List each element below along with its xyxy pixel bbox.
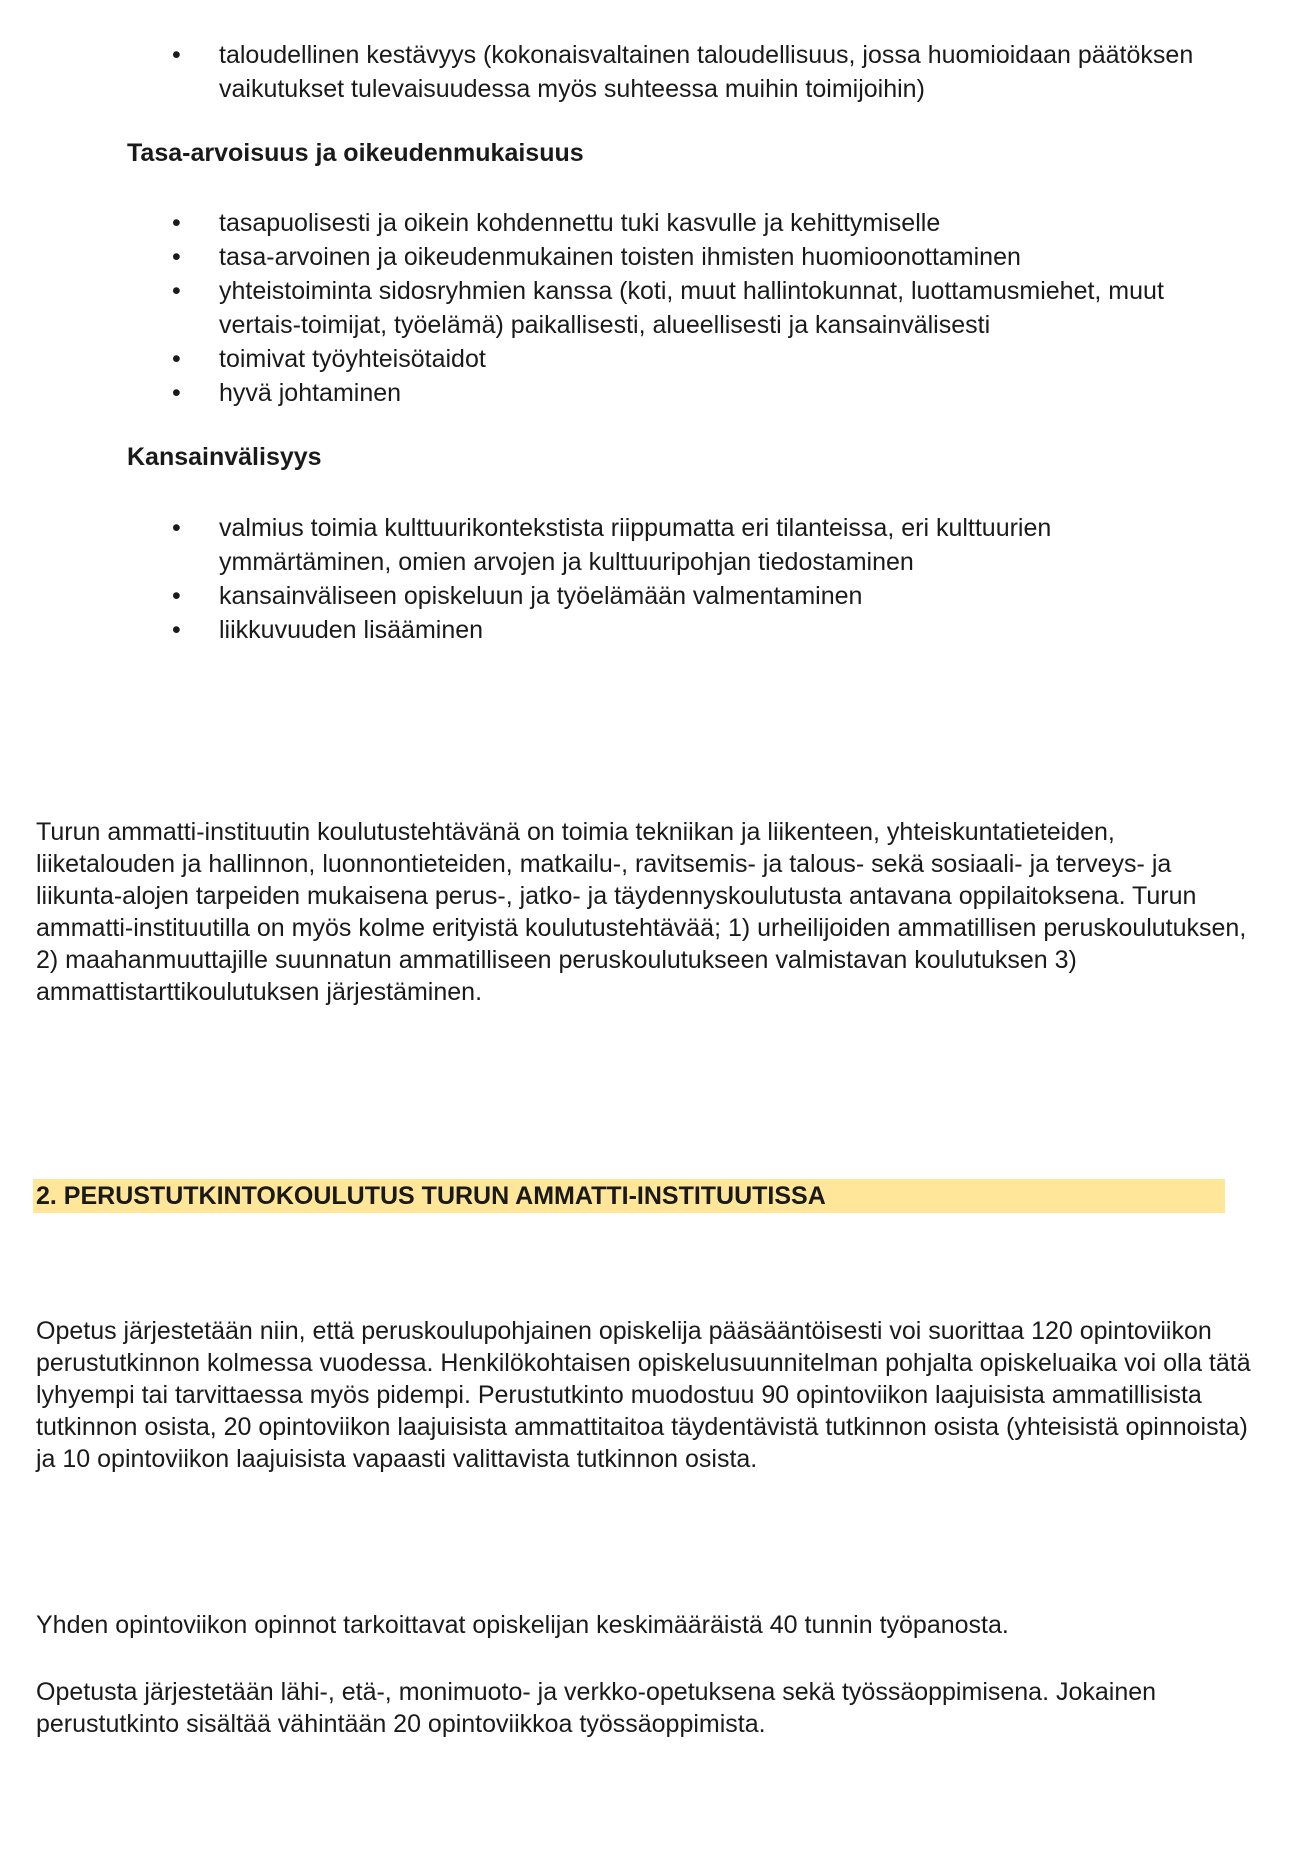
bullet-icon: •: [172, 379, 181, 407]
bullet-icon: •: [172, 209, 181, 237]
bullet-icon: •: [172, 514, 181, 542]
bullet-icon: •: [172, 582, 181, 610]
bullet-icon: •: [172, 616, 181, 644]
list-item: • kansainväliseen opiskeluun ja työelämään valmentaminen: [170, 579, 1230, 613]
paragraph-mission: Turun ammatti-instituutin koulutustehtävänä on toimia tekniikan ja liikenteen, yhteiskuntatieteiden, liiketalouden ja hallinnon, luonnontieteiden, matkailu-, ravitsemis- ja talous- sekä sosiaali- ja terveys- ja liikunta-alojen tarpeiden mukaisena perus-, jatko- ja täydennyskoulutusta antavana oppilaitoksena. Turun ammatti-instituutilla on myös kolme erityistä koulutustehtävää; 1) urheilijoiden ammatillisen peruskoulutuksen, 2) maahanmuuttajille suunnatun ammatilliseen peruskoulutukseen valmistavan koulutuksen 3) ammattistarttikoulutuksen järjestäminen.: [36, 818, 1247, 1006]
list-item: • valmius toimia kulttuurikontekstista riippumatta eri tilanteissa, eri kulttuurien ymmärtäminen, omien arvojen ja kulttuuripohjan tiedostaminen: [170, 511, 1230, 579]
list-item: • tasa-arvoinen ja oikeudenmukainen toisten ihmisten huomioonottaminen: [170, 240, 1230, 274]
bullet-icon: •: [172, 41, 181, 69]
paragraph-study-week: Yhden opintoviikon opinnot tarkoittavat opiskelijan keskimääräistä 40 tunnin työpanosta.: [36, 1611, 1009, 1639]
section-title: 2. PERUSTUTKINTOKOULUTUS TURUN AMMATTI-INSTITUUTISSA: [36, 1182, 826, 1210]
bullet-list-internationality: [170, 511, 1230, 647]
list-item: • hyvä johtaminen: [170, 376, 1230, 410]
bullet-icon: •: [172, 345, 181, 373]
paragraph-methods: Opetusta järjestetään lähi-, etä-, monimuoto- ja verkko-opetuksena sekä työssäoppimisena. Jokainen perustutkinto sisältää vähintään 20 opintoviikkoa työssäoppimista.: [36, 1678, 1157, 1738]
list-item: • yhteistoiminta sidosryhmien kanssa (koti, muut hallintokunnat, luottamusmiehet, muut vertais-toimijat, työelämä) paikallisesti, alueellisesti ja kansainvälisesti: [170, 274, 1230, 342]
heading-internationality: Kansainvälisyys: [127, 443, 322, 471]
heading-equality: Tasa-arvoisuus ja oikeudenmukaisuus: [127, 139, 584, 167]
paragraph-study: Opetus järjestetään niin, että peruskoulupohjainen opiskelija pääsääntöisesti voi suorittaa 120 opintoviikon perustutkinnon kolmessa vuodessa. Henkilökohtaisen opiskelusuunnitelman pohjalta opiskeluaika voi olla tätä lyhyempi tai tarvittaessa myös pidempi. Perustutkinto muodostuu 90 opintoviikon laajuisista ammatillisista tutkinnon osista, 20 opintoviikon laajuisista ammattitaitoa täydentävistä tutkinnon osista (yhteisistä opinnoista) ja 10 opintoviikon laajuisista vapaasti valittavista tutkinnon osista.: [36, 1317, 1251, 1473]
list-item: • liikkuvuuden lisääminen: [170, 613, 1230, 647]
list-item: • toimivat työyhteisötaidot: [170, 342, 1230, 376]
list-item: • tasapuolisesti ja oikein kohdennettu tuki kasvulle ja kehittymiselle: [170, 206, 1230, 240]
bullet-list-equality: [170, 206, 1230, 410]
bullet-icon: •: [172, 277, 181, 305]
bullet-list-economic: [170, 38, 1230, 106]
bullet-icon: •: [172, 243, 181, 271]
list-item: • taloudellinen kestävyys (kokonaisvaltainen taloudellisuus, jossa huomioidaan päätöksen vaikutukset tulevaisuudessa myös suhteessa muihin toimijoihin): [170, 38, 1230, 106]
